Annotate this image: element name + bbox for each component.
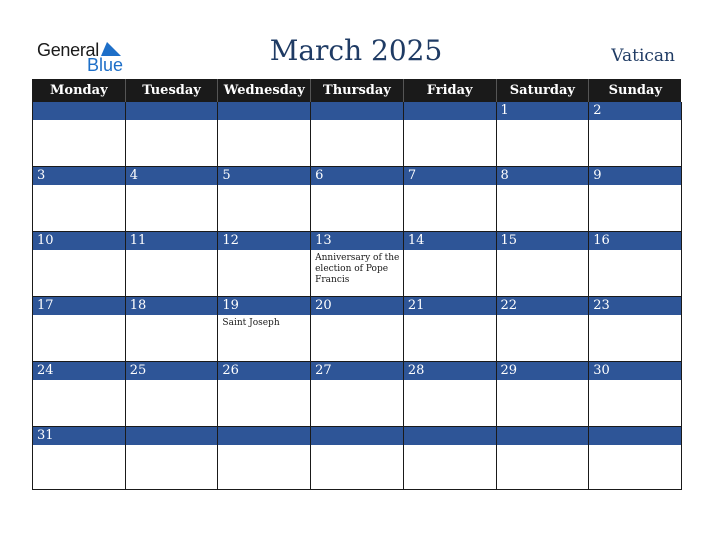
holiday-event [497, 446, 589, 448]
day-number [218, 427, 310, 446]
day-number: 21 [404, 297, 496, 316]
day-number [589, 427, 681, 446]
calendar-day-cell [403, 297, 496, 362]
holiday-event [589, 251, 681, 253]
calendar-day-cell [125, 297, 218, 362]
calendar-day-cell [33, 102, 126, 167]
day-number: 12 [218, 232, 310, 251]
calendar-day-cell [496, 297, 589, 362]
day-number: 24 [33, 362, 125, 381]
calendar-day-cell [125, 232, 218, 297]
calendar-day-cell [496, 362, 589, 427]
calendar-day-cell [311, 102, 404, 167]
day-number: 20 [311, 297, 403, 316]
day-number: 29 [497, 362, 589, 381]
day-number [218, 102, 310, 121]
page-title: March 2025 [269, 34, 443, 67]
day-number: 17 [33, 297, 125, 316]
calendar-day-cell [33, 362, 126, 427]
holiday-event [589, 186, 681, 188]
day-number: 1 [497, 102, 589, 121]
day-number: 15 [497, 232, 589, 251]
day-number: 2 [589, 102, 681, 121]
holiday-event [33, 186, 125, 188]
calendar-week-row [33, 167, 682, 232]
calendar-grid [32, 79, 682, 490]
weekday-header: Monday [33, 79, 126, 102]
calendar-day-cell [125, 362, 218, 427]
calendar-day-cell [33, 427, 126, 490]
calendar-day-cell [311, 362, 404, 427]
holiday-event [497, 121, 589, 123]
holiday-event [589, 316, 681, 318]
day-number: 14 [404, 232, 496, 251]
day-number: 3 [33, 167, 125, 186]
calendar-day-cell [403, 232, 496, 297]
holiday-event [589, 121, 681, 123]
holiday-event [404, 446, 496, 448]
calendar-day-cell [218, 167, 311, 232]
holiday-event: Saint Joseph [222, 318, 280, 328]
calendar-day-cell [218, 297, 311, 362]
day-number: 10 [33, 232, 125, 251]
weekday-header: Thursday [311, 79, 404, 102]
holiday-event [404, 316, 496, 318]
calendar-day-cell [33, 297, 126, 362]
calendar-day-cell [589, 297, 682, 362]
holiday-event [218, 121, 310, 123]
day-number [311, 427, 403, 446]
calendar-week-row [33, 427, 682, 490]
day-number [33, 102, 125, 121]
holiday-event [404, 381, 496, 383]
day-number: 4 [126, 167, 218, 186]
logo-word-blue: Blue [87, 55, 124, 75]
day-number: 7 [404, 167, 496, 186]
holiday-event [126, 316, 218, 318]
holiday-event [126, 446, 218, 448]
holiday-event [497, 316, 589, 318]
calendar-day-cell [589, 427, 682, 490]
calendar-day-cell [218, 427, 311, 490]
calendar-day-cell [33, 232, 126, 297]
calendar-week-row [33, 297, 682, 362]
calendar-day-cell [125, 427, 218, 490]
holiday-event [404, 186, 496, 188]
holiday-event [497, 381, 589, 383]
day-number: 27 [311, 362, 403, 381]
region-label: Vatican [611, 46, 675, 66]
weekday-header: Friday [403, 79, 496, 102]
day-number: 5 [218, 167, 310, 186]
holiday-event [404, 251, 496, 253]
holiday-event [589, 446, 681, 448]
day-number [311, 102, 403, 121]
weekday-header: Saturday [496, 79, 589, 102]
calendar-day-cell [311, 167, 404, 232]
logo-word-general: General [37, 40, 99, 60]
holiday-event [311, 316, 403, 318]
calendar-day-cell [311, 232, 404, 297]
calendar-day-cell [496, 427, 589, 490]
holiday-event [33, 446, 125, 448]
day-number: 25 [126, 362, 218, 381]
day-number: 22 [497, 297, 589, 316]
calendar-week-row [33, 362, 682, 427]
holiday-event [404, 121, 496, 123]
holiday-event [218, 251, 310, 253]
day-number: 9 [589, 167, 681, 186]
calendar-day-cell [403, 102, 496, 167]
holiday-event [218, 381, 310, 383]
holiday-event: Anniversary of the election of Pope Francis [315, 253, 400, 285]
calendar-day-cell [33, 167, 126, 232]
calendar-week-row [33, 232, 682, 297]
calendar-day-cell [589, 102, 682, 167]
day-number: 6 [311, 167, 403, 186]
calendar-day-cell [589, 232, 682, 297]
day-number: 16 [589, 232, 681, 251]
holiday-event [126, 381, 218, 383]
weekday-header: Tuesday [125, 79, 218, 102]
day-number [126, 427, 218, 446]
holiday-event [311, 446, 403, 448]
calendar-day-cell [311, 427, 404, 490]
day-number: 31 [33, 427, 125, 446]
holiday-event [33, 381, 125, 383]
weekday-header: Wednesday [218, 79, 311, 102]
day-number [404, 427, 496, 446]
holiday-event [311, 121, 403, 123]
holiday-event [126, 121, 218, 123]
calendar-day-cell [218, 102, 311, 167]
holiday-event [126, 251, 218, 253]
calendar-day-cell [496, 232, 589, 297]
holiday-event [311, 381, 403, 383]
calendar-day-cell [496, 102, 589, 167]
calendar-day-cell [125, 102, 218, 167]
calendar-day-cell [125, 167, 218, 232]
day-number: 26 [218, 362, 310, 381]
calendar-day-cell [403, 362, 496, 427]
calendar-day-cell [403, 427, 496, 490]
holiday-event [126, 186, 218, 188]
day-number [497, 427, 589, 446]
holiday-event [218, 186, 310, 188]
holiday-event [497, 251, 589, 253]
day-number: 11 [126, 232, 218, 251]
day-number: 30 [589, 362, 681, 381]
day-number: 18 [126, 297, 218, 316]
holiday-event [33, 121, 125, 123]
calendar-day-cell [311, 297, 404, 362]
day-number: 28 [404, 362, 496, 381]
day-number: 13 [311, 232, 403, 251]
holiday-event [218, 446, 310, 448]
calendar-day-cell [218, 232, 311, 297]
day-number: 19 [218, 297, 310, 316]
calendar-day-cell [589, 362, 682, 427]
holiday-event [497, 186, 589, 188]
calendar-day-cell [589, 167, 682, 232]
day-number [404, 102, 496, 121]
calendar-week-row [33, 102, 682, 167]
day-number [126, 102, 218, 121]
holiday-event [33, 251, 125, 253]
holiday-event [589, 381, 681, 383]
holiday-event [311, 186, 403, 188]
calendar-day-cell [403, 167, 496, 232]
holiday-event [33, 316, 125, 318]
weekday-header: Sunday [589, 79, 682, 102]
day-number: 8 [497, 167, 589, 186]
calendar-day-cell [496, 167, 589, 232]
day-number: 23 [589, 297, 681, 316]
weekday-header-row [33, 79, 682, 102]
calendar-day-cell [218, 362, 311, 427]
